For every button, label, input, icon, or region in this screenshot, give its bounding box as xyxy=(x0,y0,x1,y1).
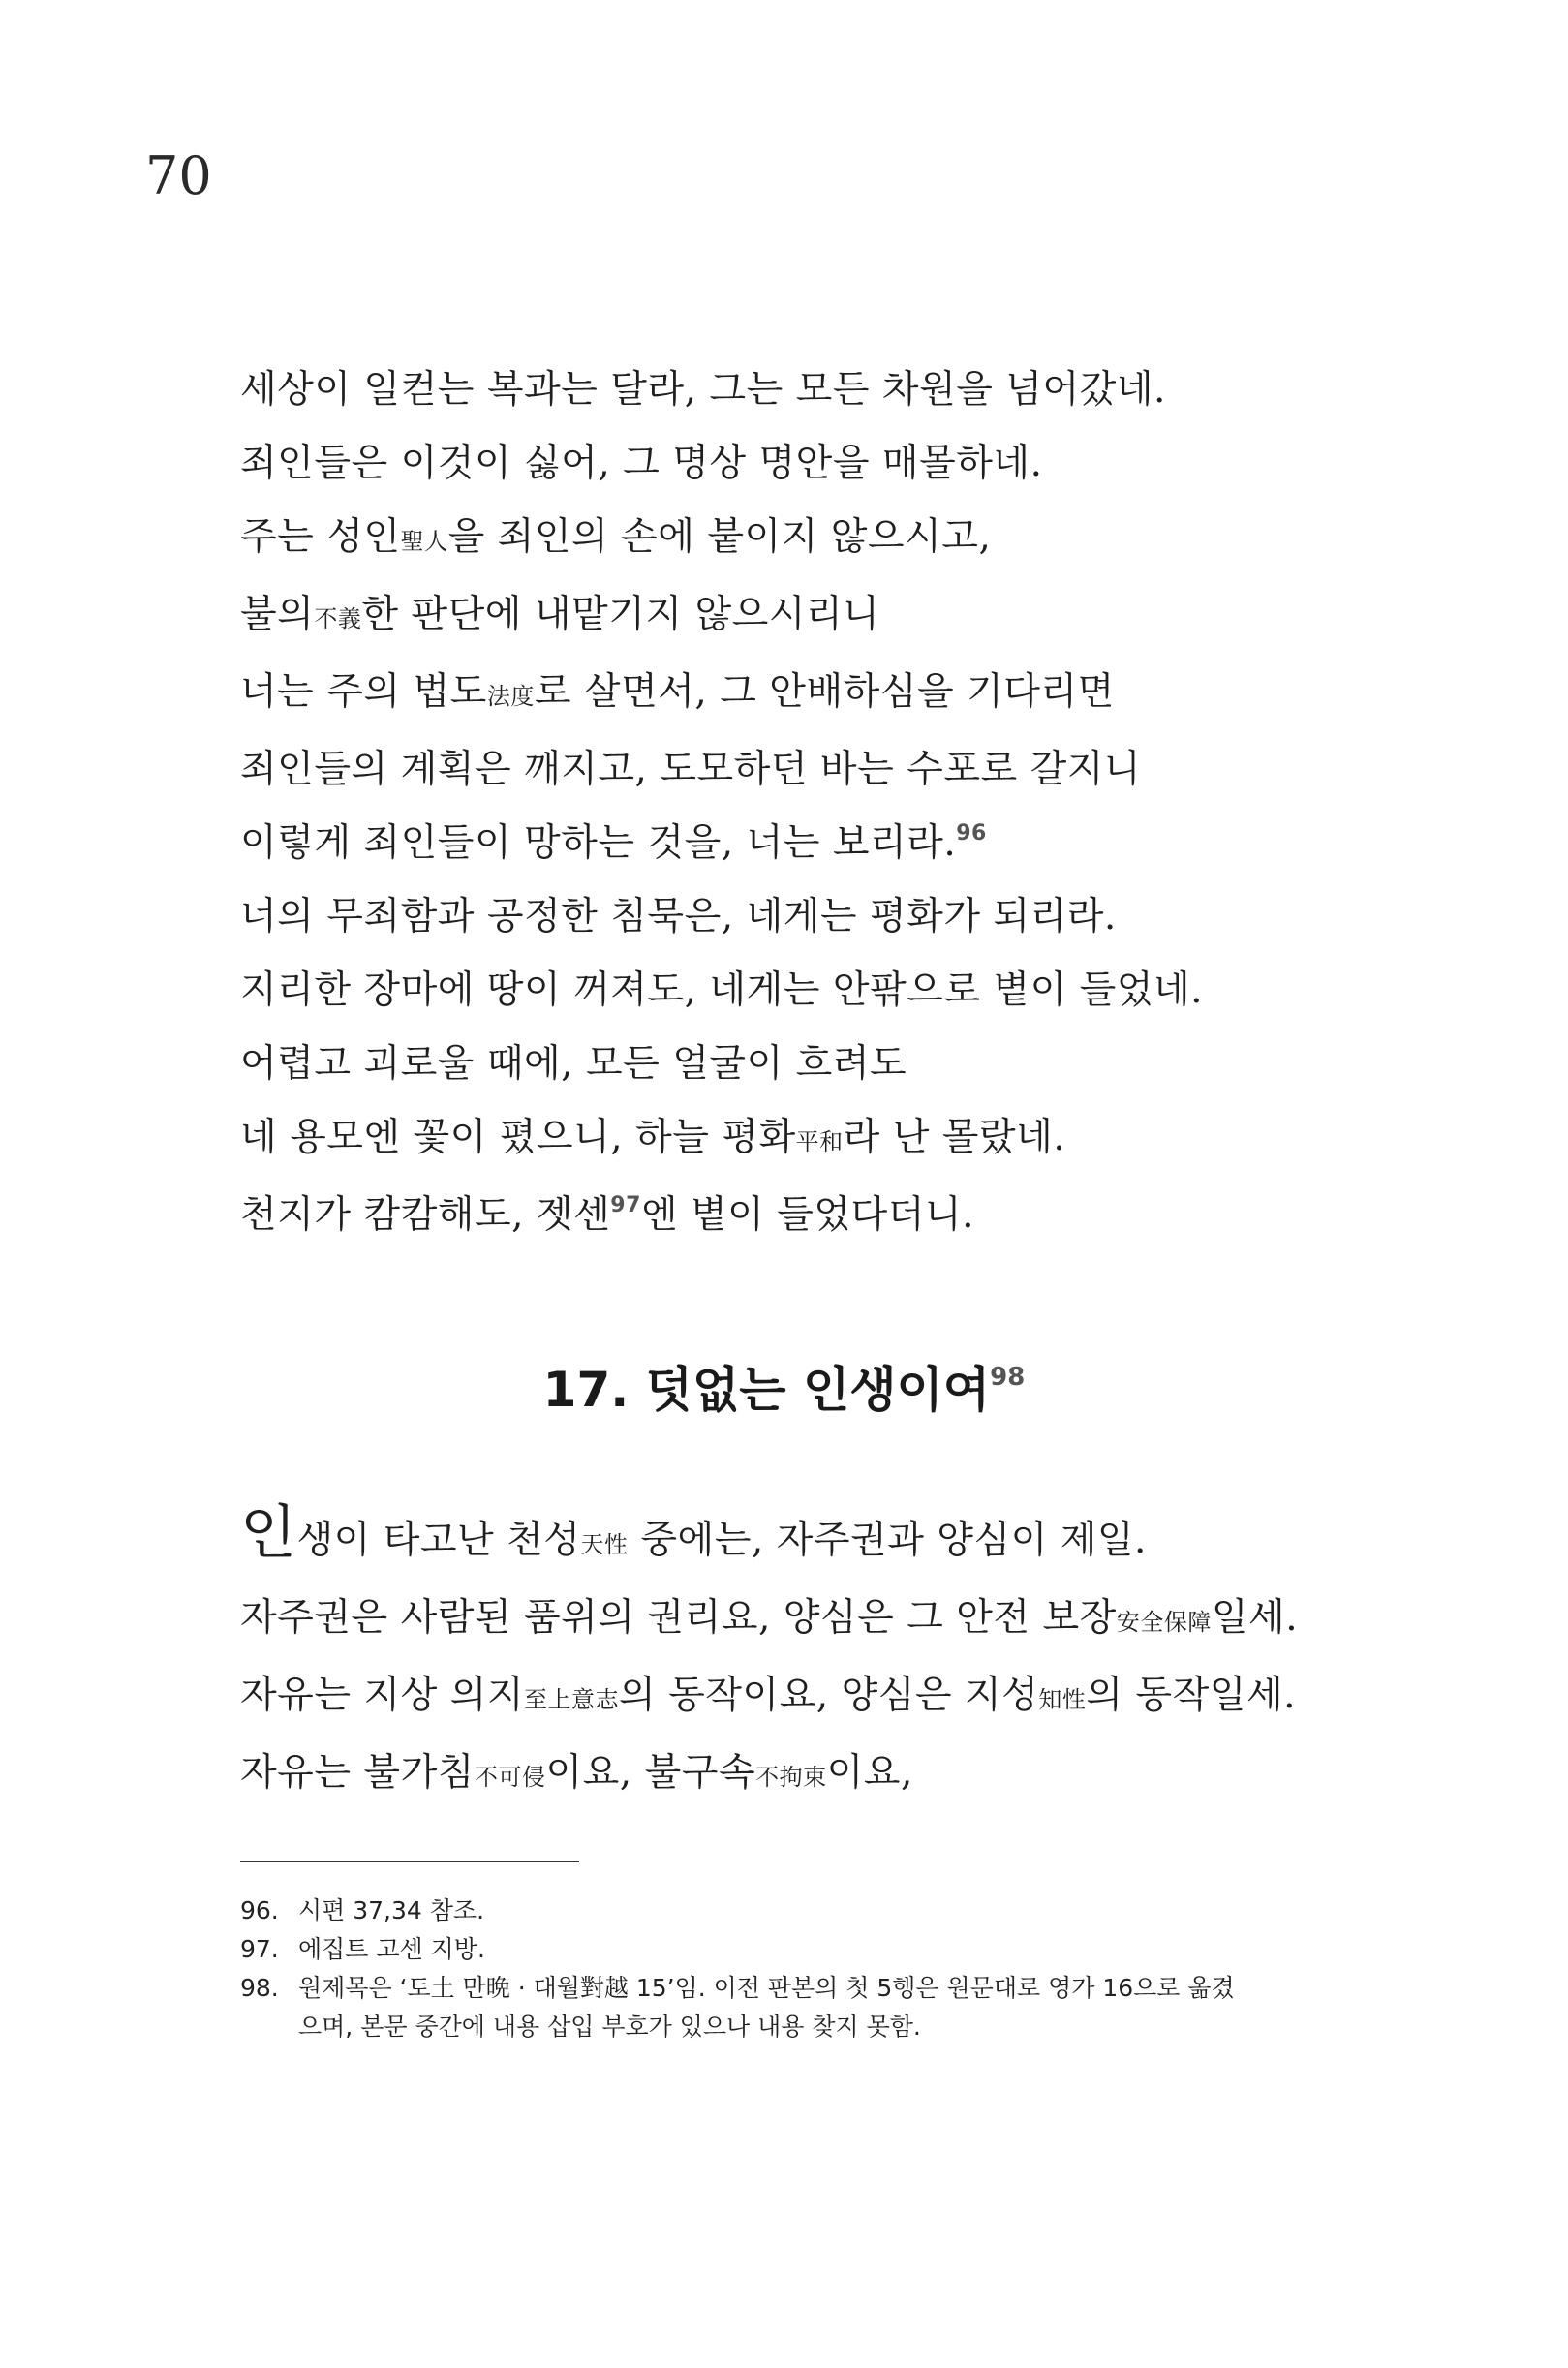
footnote-divider xyxy=(240,1861,579,1862)
text-segment: 로 살면서, 그 안배하심을 기다리면 xyxy=(534,670,1115,714)
text-segment: 네 용모엔 꽃이 폈으니, 하늘 평화 xyxy=(240,1116,796,1159)
footnote-line: 에집트 고센 지방. xyxy=(298,1935,485,1963)
section-line xyxy=(240,1737,1441,1814)
poem-line xyxy=(240,807,1441,880)
text-segment: 너의 무죄함과 공정한 침묵은, 네게는 평화가 되리라. xyxy=(240,895,1117,938)
footnote-ref: 97 xyxy=(610,1193,641,1217)
poem-line xyxy=(240,578,1441,656)
section-line xyxy=(240,1496,1441,1582)
text-segment: 일세. xyxy=(1211,1596,1299,1640)
text-segment: 의 동작일세. xyxy=(1086,1674,1297,1717)
hanja-annotation: 不拘束 xyxy=(755,1764,827,1791)
text-segment: 의 동작이요, 양심은 지성 xyxy=(619,1674,1039,1717)
footnote-text xyxy=(298,1930,1460,1969)
section-body xyxy=(240,1496,1441,1814)
footnote-number: 96. xyxy=(240,1896,279,1924)
text-segment: 이요, 불구속 xyxy=(545,1751,756,1795)
text-segment: 자주권은 사람된 품위의 권리요, 양심은 그 안전 보장 xyxy=(240,1596,1117,1640)
poem-line xyxy=(240,954,1441,1028)
text-segment: 이요, xyxy=(826,1751,913,1795)
text-segment: 라 난 몰랐네. xyxy=(843,1116,1066,1159)
footnote-text xyxy=(298,1969,1460,2046)
hanja-annotation: 平和 xyxy=(795,1128,844,1155)
text-segment: 천지가 캄캄해도, 젯센 xyxy=(240,1193,611,1237)
footnote-line: 원제목은 ‘토土 만晩 · 대월對越 15’임. 이전 판본의 첫 5행은 원문대로 영가 16으로 옮겼 xyxy=(298,1974,1235,2002)
poem-line xyxy=(240,1028,1441,1101)
poem-line xyxy=(240,501,1441,578)
poem-line xyxy=(240,880,1441,954)
text-segment: 한 판단에 내맡기지 않으시리니 xyxy=(361,593,880,636)
section-line xyxy=(240,1582,1441,1659)
text-segment: 지리한 장마에 땅이 꺼져도, 네게는 안팎으로 볕이 들었네. xyxy=(240,969,1204,1012)
hanja-annotation: 不可侵 xyxy=(474,1764,546,1791)
hanja-annotation: 聖人 xyxy=(400,528,448,555)
footnote-number: 97. xyxy=(240,1935,279,1963)
footnote-item xyxy=(240,1969,1460,2046)
section-title-text: 17. 덧없는 인생이여 xyxy=(542,1362,991,1418)
footnote-line: 시편 37,34 참조. xyxy=(298,1896,485,1924)
text-segment: 죄인들의 계획은 깨지고, 도모하던 바는 수포로 갈지니 xyxy=(240,748,1142,791)
poem-line xyxy=(240,1179,1441,1252)
footnote-item xyxy=(240,1930,1460,1969)
text-segment: 어렵고 괴로울 때에, 모든 얼굴이 흐려도 xyxy=(240,1042,907,1086)
footnote-text xyxy=(298,1891,1460,1930)
poem-line xyxy=(240,656,1441,733)
text-segment: 생이 타고난 천성 xyxy=(296,1519,581,1562)
text-segment: 엔 볕이 들었다더니. xyxy=(640,1193,974,1237)
text-segment: 세상이 일컫는 복과는 달라, 그는 모든 차원을 넘어갔네. xyxy=(240,368,1166,412)
text-segment: 죄인들은 이것이 싫어, 그 명상 명안을 매몰하네. xyxy=(240,442,1043,485)
poem-line xyxy=(240,733,1441,807)
footnotes xyxy=(240,1891,1460,2046)
poem-line xyxy=(240,354,1441,427)
hanja-annotation: 法度 xyxy=(486,683,535,710)
footnote-number: 98. xyxy=(240,1974,279,2002)
footnote-line: 으며, 본문 중간에 내용 삽입 부호가 있으나 내용 찾지 못함. xyxy=(298,2013,921,2041)
footnote-ref: 98 xyxy=(990,1363,1026,1392)
section-line xyxy=(240,1659,1441,1737)
text-segment: 불의 xyxy=(240,593,315,636)
text-segment: 너는 주의 법도 xyxy=(240,670,487,714)
footnote-ref: 96 xyxy=(956,821,987,846)
poem-body xyxy=(240,354,1441,1252)
text-segment: 자유는 불가침 xyxy=(240,1751,475,1795)
poem-line xyxy=(240,427,1441,501)
hanja-annotation: 安全保障 xyxy=(1116,1609,1212,1636)
text-segment: 자유는 지상 의지 xyxy=(240,1674,525,1717)
hanja-annotation: 不義 xyxy=(314,605,362,632)
text-segment: 주는 성인 xyxy=(240,515,401,559)
hanja-annotation: 至上意志 xyxy=(524,1686,620,1713)
drop-cap: 인 xyxy=(240,1499,297,1567)
text-segment: 을 죄인의 손에 붙이지 않으시고, xyxy=(447,515,992,559)
hanja-annotation: 知性 xyxy=(1038,1686,1087,1713)
hanja-annotation: 天性 xyxy=(580,1531,629,1558)
footnote-item xyxy=(240,1891,1460,1930)
text-segment: 이렇게 죄인들이 망하는 것을, 너는 보리라. xyxy=(240,821,957,865)
section-title xyxy=(0,1351,1568,1421)
text-segment: 중에는, 자주권과 양심이 제일. xyxy=(628,1519,1147,1562)
poem-line xyxy=(240,1101,1441,1179)
page-number: 70 xyxy=(145,145,212,206)
